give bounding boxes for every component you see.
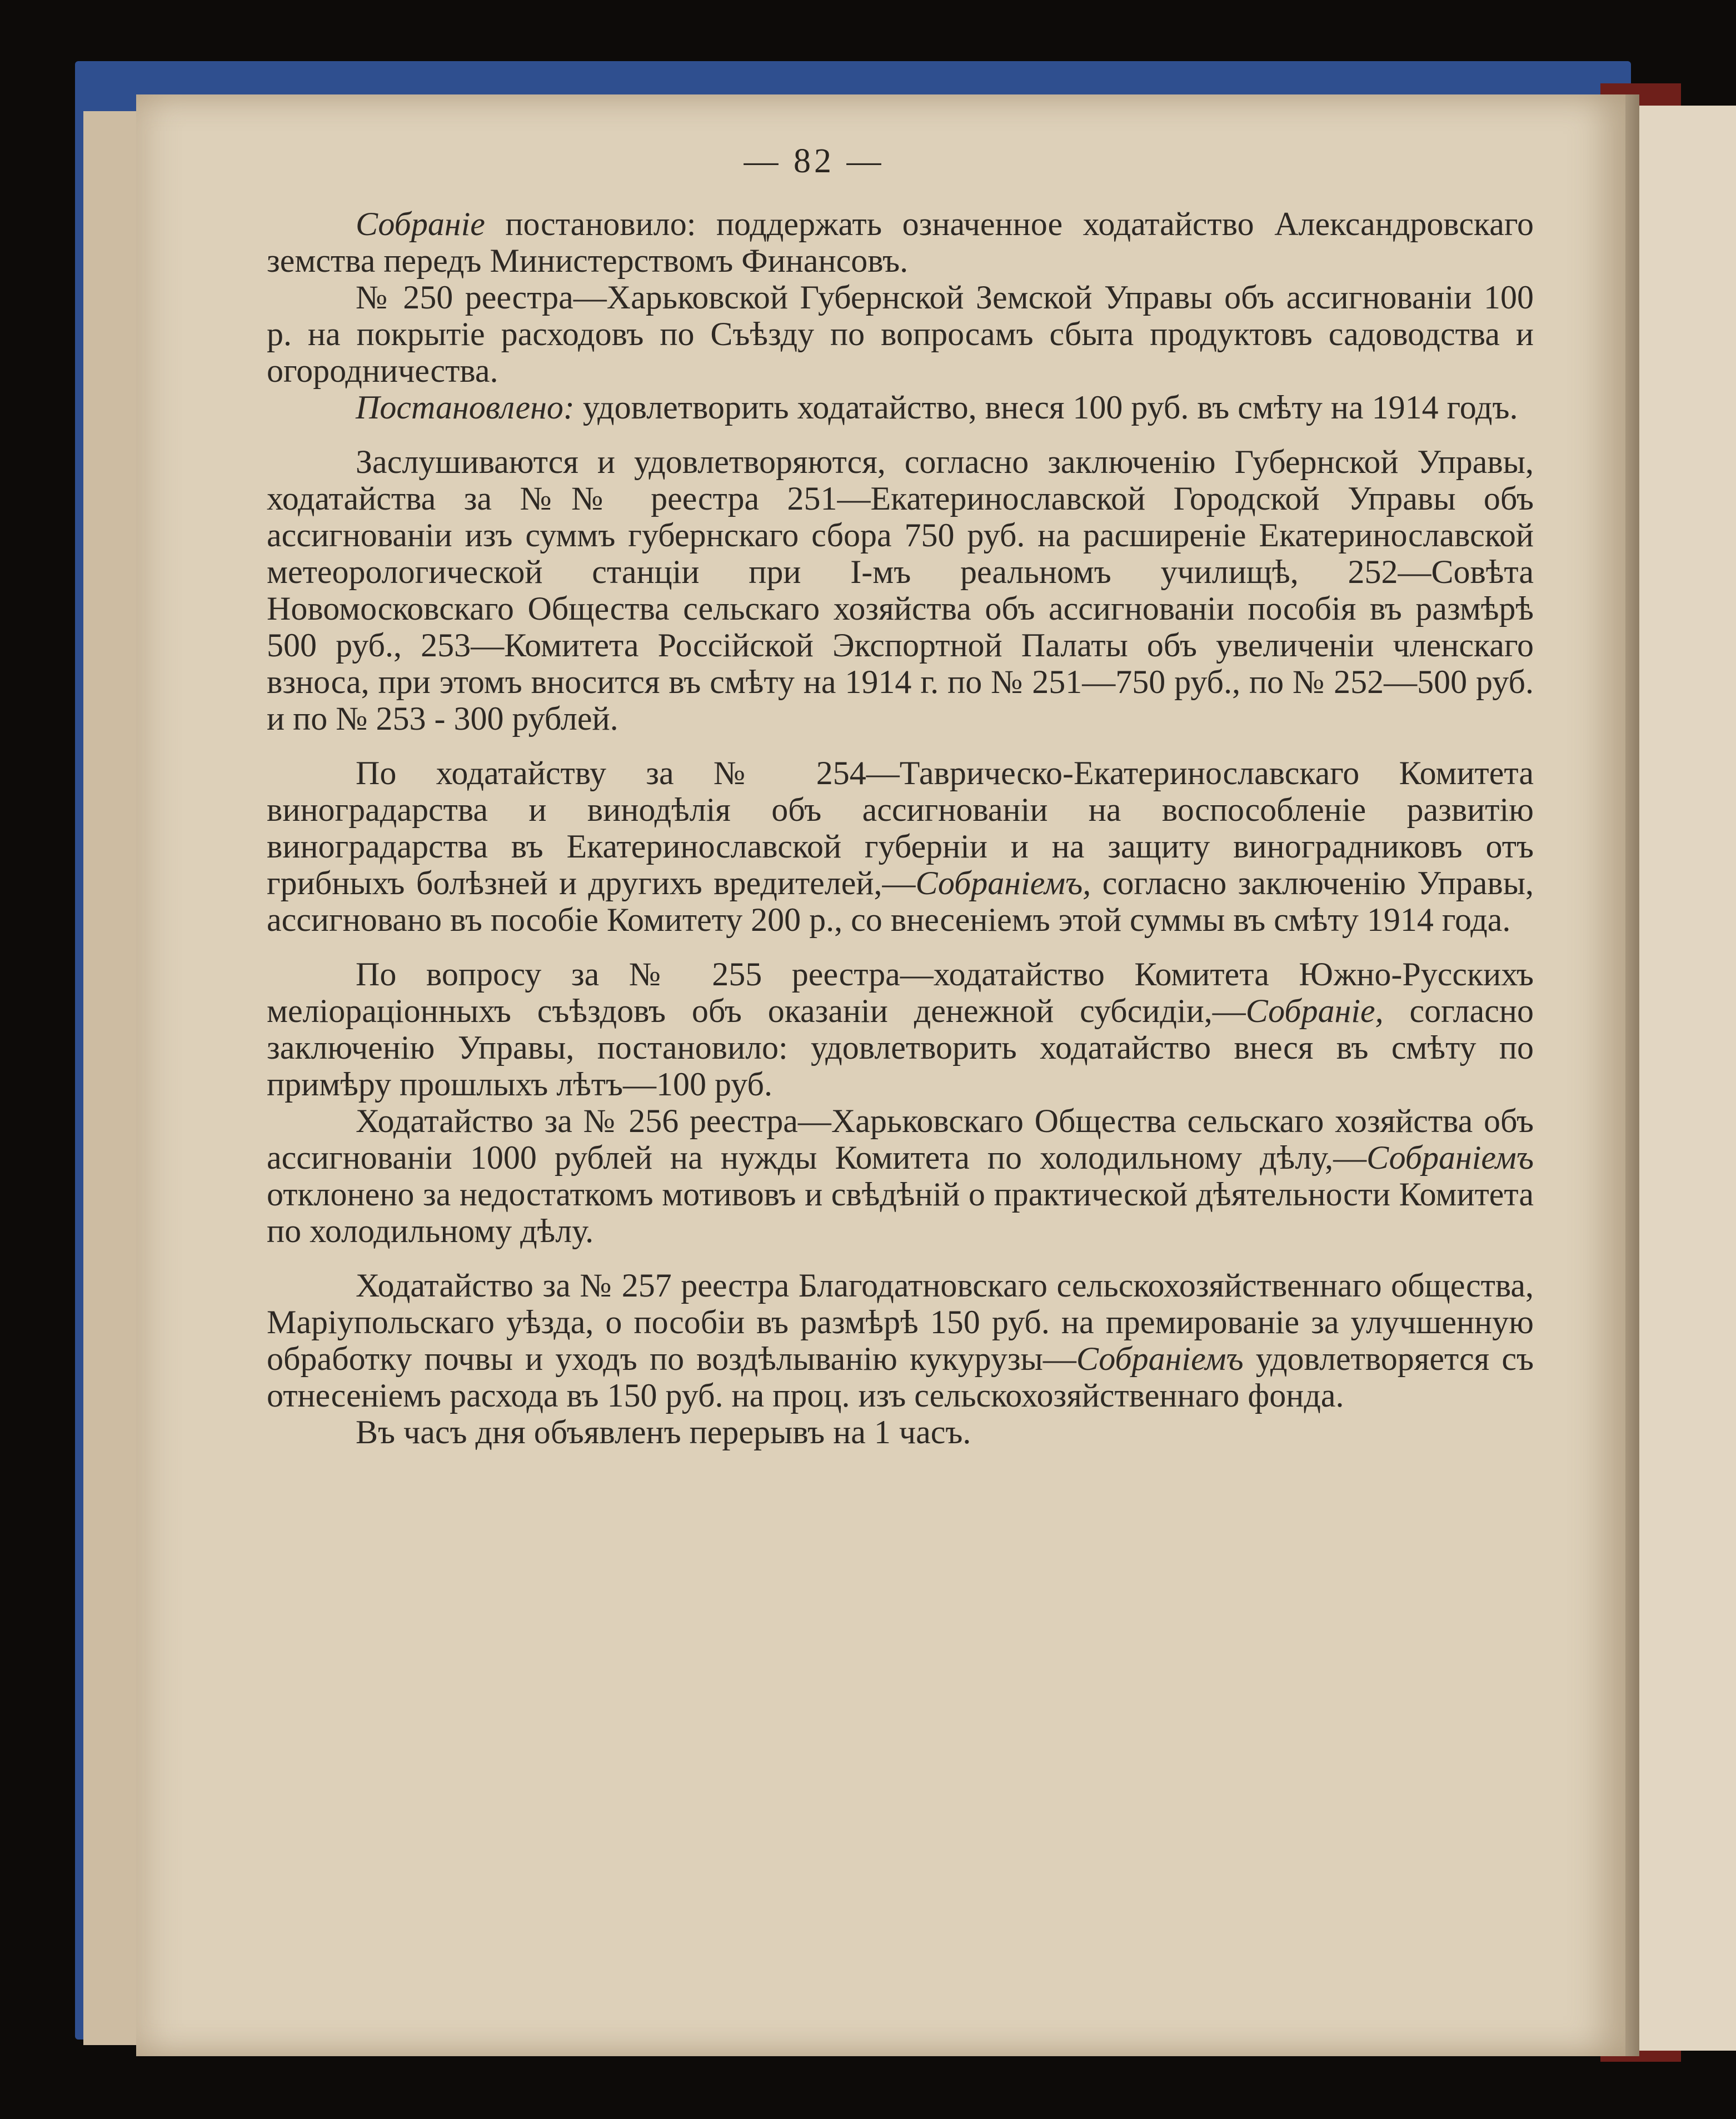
paragraph-8: [267, 1267, 1534, 1414]
paragraph-5-text-b: согласно заключенію Управы, ассигновано въ пособіе Комитету 200 р., со внесеніемъ этой суммы въ смѣту 1914 года.: [267, 865, 1534, 938]
paragraph-6-text-b: согласно заключенію Управы, постановило: удовлетворить ходатайство внеся въ смѣту по примѣру прошлыхъ лѣтъ—100 руб.: [267, 993, 1534, 1103]
page-text-block: [267, 206, 1534, 1862]
paragraph-6-emph: Собраніе,: [1245, 993, 1384, 1029]
paragraph-5: [267, 755, 1534, 938]
paragraph-1: [267, 206, 1534, 279]
facing-page: [1637, 106, 1736, 2051]
paragraph-2-text: № 250 реестра—Харьковской Губернской Земской Управы объ ассигнованіи 100 р. на покрытіе расходовъ по Съѣзду по вопросамъ сбыта продуктовъ садоводства и огородничества.: [267, 279, 1534, 389]
paragraph-7-text-b: отклонено за недостаткомъ мотивовъ и свѣдѣній о практической дѣятельности Комитета по холодильному дѣлу.: [267, 1176, 1534, 1249]
paragraph-7-text-a: Ходатайство за № 256 реестра—Харьковскаго Общества сельскаго хозяйства объ ассигнованіи 1000 рублей на нужды Комитета по холодильному дѣлу,—: [267, 1103, 1534, 1176]
paragraph-5-text-a: По ходатайству за № 254—Таврическо-Екатеринославскаго Комитета виноградарства и винодѣлія объ ассигнованіи на воспособленіе развитію виноградарства въ Екатеринославской губерніи и на защиту виноградниковъ отъ грибныхъ болѣзней и другихъ вредителей,—: [267, 755, 1534, 901]
paragraph-2: [267, 279, 1534, 389]
paragraph-3-text: удовлетворить ходатайство, внеся 100 руб. въ смѣту на 1914 годъ.: [574, 389, 1518, 426]
paragraph-1-emph: Собраніе: [356, 206, 485, 242]
paragraph-6: [267, 956, 1534, 1103]
paragraph-7: [267, 1103, 1534, 1249]
paragraph-4-text: Заслушиваются и удовлетворяются, согласно заключенію Губернской Управы, ходатайства за №№ реестра 251—Екатеринославской Городской Управы объ ассигнованіи изъ суммъ губернскаго сбора 750 руб. на расширеніе Екатеринославской метеорологической станціи при I-мъ реальномъ училищѣ, 252—Совѣта Новомосковскаго Общества сельскаго хозяйства объ ассигнованіи пособія въ размѣрѣ 500 руб., 253—Комитета Россійской Экспортной Палаты объ увеличеніи членскаго взноса, при этомъ вносится въ смѣту на 1914 г. по № 251—750 руб., по № 252—500 руб. и по № 253 - 300 рублей.: [267, 443, 1534, 737]
paragraph-5-emph: Собраніемъ,: [915, 865, 1091, 901]
paragraph-4: [267, 443, 1534, 737]
paragraph-8-text-b: удовлетворяется съ отнесеніемъ расхода въ 150 руб. на проц. изъ сельскохозяйственнаго фонда.: [267, 1340, 1534, 1414]
paragraph-9-text: Въ часъ дня объявленъ перерывъ на 1 часъ.: [356, 1414, 971, 1450]
paragraph-8-emph: Собраніемъ: [1076, 1340, 1244, 1377]
paragraph-3: [267, 389, 1534, 426]
paragraph-1-text: постановило: поддержать означенное ходатайство Александровскаго земства передъ Министерствомъ Финансовъ.: [267, 206, 1534, 279]
paragraph-7-emph: Собраніемъ: [1366, 1139, 1534, 1176]
page-number: — 82 —: [744, 142, 885, 180]
paragraph-9: [267, 1414, 1534, 1450]
paragraph-6-text-a: По вопросу за № 255 реестра—ходатайство Комитета Южно-Русскихъ меліораціонныхъ съѣздовъ объ оказаніи денежной субсидіи,—: [267, 956, 1534, 1029]
paragraph-3-emph: Постановлено:: [356, 389, 575, 426]
paragraph-8-text-a: Ходатайство за № 257 реестра Благодатновскаго сельскохозяйственнаго общества, Маріупольскаго уѣзда, о пособіи въ размѣрѣ 150 руб. на премированіе за улучшенную обработку почвы и уходъ по воздѣлыванію кукурузы—: [267, 1267, 1534, 1377]
